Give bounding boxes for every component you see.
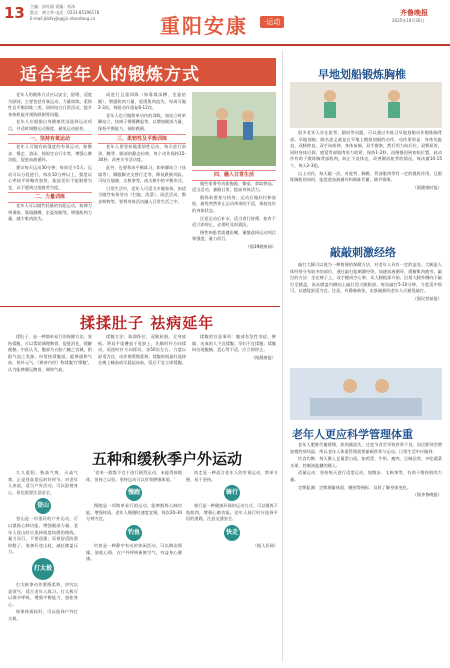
photo-illustration [192, 92, 276, 166]
credit: （据民营前报） [412, 295, 442, 301]
paragraph: 此外，也要养成平衡练习，如单脚站立（扶墙等）、脚跟脚尖交替行走等，降低跌倒风险。可结合瑜伽、太极拳等，或太极中的平衡形式。 [98, 164, 186, 184]
paper-name: 齐鲁晚报 [400, 9, 428, 17]
left-col-1 [8, 92, 92, 302]
credit: （据39健康网） [245, 243, 276, 249]
paragraph: 老年人也可做简单动作的训练，如站立时单脚站立、扶椅子慢慢蹲起等，以增加腿部力量，保持平衡能力，预防跌倒。 [98, 112, 186, 131]
paragraph: 钓鱼是一种静中有动的休闲活动，可以陶冶情操，放松心情。在户外呼吸新鲜空气，有益身心健康。 [86, 542, 182, 562]
paragraph: 适量运动：坚持每天进行适度运动，如散步、太极拳等，有助于维持肌肉力量。 [290, 470, 442, 482]
paragraph: 老年人应根据自身健康状况选择运动项目，并适时调整运动强度，避免运动损伤。 [8, 119, 92, 131]
header [0, 0, 450, 46]
weight-illustration [290, 368, 442, 420]
tapping-title: 敲敲刺激经络 [330, 246, 396, 259]
paragraph: 老年人可以做些轻量的抗阻运动，如弹力带训练、靠墙静蹲、坐姿抬腿等，增强肌肉力量，减少肌肉流失。 [8, 202, 92, 222]
subheading: 一、坚持有氧运动 [8, 134, 92, 145]
tag-hiking: 登山 [35, 498, 51, 514]
section-tag: ·运动 [260, 16, 284, 28]
paragraph: 打太极拳动作缓慢柔和，讲究以意领气，适合老年人练习。打太极可以调节呼吸、增强平衡能力、放松身心。 [8, 581, 78, 607]
paragraph: 日常生活中，老年人可适当多做家务，如适当做些家务劳动（扫地、洗菜）、园艺活动、散步购物等，要将身体活动融入日常生活之中。 [98, 185, 186, 204]
main-title: 适合老年人的锻炼方式 [20, 65, 200, 85]
tag-fishing: 钓鱼 [126, 525, 142, 541]
paragraph: 骑行是一种健康环保的运动方式，可以锻炼下肢肌肉，增强心肺功能。老年人骑行时应选择平坦的道路，注意交通安全。 [186, 503, 278, 522]
rowing-illustration [290, 82, 442, 128]
paragraph: 老年人的锻炼方式应以安全、舒缓、适度为原则，主要包括有氧运动、力量训练、柔韧性及平衡训练三类。同时结合日常活动，提升身体机能并预防跌倒等问题。 [8, 92, 92, 117]
section-title: 重阳安康 [160, 14, 248, 38]
credit: （据健康报） [250, 354, 276, 360]
paragraph: 如果体质较好，可以选择户外打太极。 [8, 609, 78, 621]
paragraph: 饮食均衡：每天摄入足量蛋白质，如鸡蛋、牛奶、瘦肉、豆制品等，多吃蔬菜水果，控制油盐糖的摄入。 [290, 456, 442, 468]
exercise-photo [192, 92, 276, 166]
subheading: 四、融入日常生活 [192, 170, 276, 181]
weight-body [290, 442, 442, 662]
section-banner [160, 2, 310, 42]
paragraph: 敲打大腿可以视为一种简便的保健方法，对老年人具有一定的益处。大腿是人体经络分布较多的部位，通过敲打能刺激经络，加速血液循环，缓解肌肉疲劳。敲打的方法：坐在椅子上，双手握成空心拳，从大腿根部开始，沿着大腿外侧向下敲打至膝盖，再从膝盖内侧向上敲打回大腿根部。每次敲打5-10分钟，力度适中即可，以感觉舒适为宜。注意，有静脉曲张、皮肤破损的老年人应避免敲打。 [290, 262, 442, 294]
paragraph: 慢性病患者需遵医嘱，谨慎选择运动项目和强度，量力而行。 [192, 229, 276, 242]
belly-col-1 [8, 334, 92, 444]
credit: （据齐鲁晚报） [412, 492, 442, 498]
paragraph: 以上动作，每天做一次，对驼背、胸椎、背部肌肉等有一定的锻炼作用，且锻炼胸肌的同时，能促进血液循环和新陈代谢，调节情绪。 [290, 170, 442, 183]
paragraph: 揉肚子，是一种简单易行的保健方法。坚持揉腹，可以帮助调理脾胃、促进消化、缓解便秘。中医认为，腹部为五脏六腑之宫城，阴阳气血之发源。经常按揉腹部，能够通和气血，培补元气。《黄帝内经》称揉腹为'摩腹'，认为能够健运脾胃、调和气血。 [8, 334, 92, 372]
paragraph: 很多老年人存在驼背、圆肩等问题，可以通过多练习早地划船动作锻炼胸背部。早地划船，顾名思义就是在平地上模拟划船的动作。动作要领是：身体先挺直，双腿伸直，双手向前伸，身体前倾，双手握拳，然后用力向后拉，双臂屈肘，同时身体后仰，感觉背部肌肉用力收紧。保持1-2秒，再慢慢回到初始位置。此动作有助于锻炼胸背部肌肉，纠正不良体态，改善圆肩驼背的情况。每次做10-15个，每天2-3组。 [290, 130, 442, 168]
paragraph: 九九重阳，秋高气爽，天高气爽，正是登高望远的好时节。对老年人来说，适当户外活动，可以舒展身心，但也需要注意安全。 [8, 470, 78, 495]
email-line: E-mail:jkbfxyjk@jjn.shandong.cn [30, 16, 96, 21]
rule [0, 306, 280, 307]
editor-line: 主编：孙红丽 责编：何冰 [30, 4, 76, 9]
subheading: 二、力量训练 [8, 192, 92, 203]
weight-photo [290, 368, 442, 420]
tag-taichi: 打太极 [32, 558, 54, 580]
header-rule [0, 44, 450, 46]
paragraph: '老来一般都不宜于进行剧烈运动，未能得体锻炼，但持之以恒、坚持运动可以有效增强体质。' [86, 470, 182, 482]
paragraph: 成进行且重训练（如靠墙深蹲、坐姿抬腿），增强肌肉力量，延缓肌肉流失。每周可做2-3次，每组动作重复8-12次。 [98, 92, 186, 111]
rowing-title: 早地划船锻炼胸椎 [318, 68, 406, 81]
tag-brisk-walk: 快走 [224, 525, 240, 541]
paragraph: 揉腹方法：取仰卧位，双腿屈曲，全身放松。将双手重叠放于肚脐上，先顺时针方向揉动，再逆时针方向揉动，各50次左右。力度以舒适为宜，动作要缓慢柔和。揉腹时间最好选择在晚上睡前或早晨起床前，饭后不宜立即揉腹。 [98, 334, 186, 366]
date-line: 2025年10月30日 [392, 18, 425, 23]
rowing-photo [290, 82, 442, 128]
page-number: 13 [4, 4, 25, 22]
tapping-body [290, 262, 442, 362]
belly-title: 揉揉肚子 祛病延年 [80, 314, 215, 332]
outdoor-col-2 [186, 470, 278, 664]
paragraph: 老年人要坚持做柔韧性运动，每天进行肩颈、腰背、腿部的静态拉伸，每个动作保持15-30秒，改善关节活动度。 [98, 144, 186, 163]
paragraph: 快走是一种适合老年人的有氧运动，简单方便，易于坚持。 [186, 470, 278, 482]
credit: （据人民网） [252, 542, 278, 548]
left-col-3 [192, 170, 276, 302]
outdoor-col-1 [86, 470, 182, 664]
paragraph: 定期监测：定期测量体重、腰围等指标，及时了解身体变化。 [298, 484, 412, 490]
credit: （据健康时报） [412, 184, 442, 190]
tag-cycling: 骑行 [224, 485, 240, 501]
paragraph: 登山是一项很好的户外运动，可以锻炼心肺功能、增强腿部力量。老年人登山时应选择坡度较缓的路线，量力而行，不要逞强；穿着舒适防滑的鞋子，准备好登山杖，减轻膝盖压力。 [8, 516, 78, 555]
paragraph: 锻炼前要充分热身，运动后做好拉伸放松，避免突然停止运动带来的不适，保持良好的身体状态。 [192, 194, 276, 213]
outdoor-title: 五种和缓秋季户外运动 [92, 450, 243, 468]
paragraph: 注意运动后补水，适当进行按摩，如有不适立即停止，必要时及时就医。 [192, 215, 276, 228]
paragraph: 揉腹的注意事项：腹部有急性炎症、肿瘤、出血的人不宜揉腹；孕妇不宜揉腹；揉腹时出现腹痛、恶心等不适，应立即停止。 [192, 334, 276, 353]
left-col-2 [98, 92, 186, 302]
column-divider [282, 50, 283, 662]
paragraph: 做些家务劳动如拖地、擦桌、拿取物品；适当活动，兼顾日常，提高身体活力。 [192, 180, 276, 193]
tag-jogging: 慢跑 [126, 485, 142, 501]
subheading: 三、柔韧性及平衡训练 [98, 134, 186, 145]
designer-line: 版式：黄主华 电话：0531-85196178 [30, 10, 100, 15]
paragraph: 慢跑是一项简单易行的运动，能够锻炼心肺功能，增强体质。老年人慢跑时速度宜慢，每次20-30分钟为宜。 [86, 503, 182, 522]
autumn-col [8, 470, 78, 664]
paragraph: 老年人可做有低强度的有氧运动，如散步、慢走、游泳、骑固定自行车等，增强心肺功能，促进血液循环。 [8, 144, 92, 163]
belly-col-3 [192, 334, 276, 444]
belly-col-2 [98, 334, 186, 444]
paragraph: 建议每天运动30分钟，每周至少5天；运动可以分段进行，每次10分钟以上，强度以心率较平时略有加快、能说话但不能唱歌为宜，以不感到过度疲劳为度。 [8, 164, 92, 190]
paragraph: 老年人肥胖代谢缓慢，肌肉量流失，过度节食会导致营养不良，而过胖则会增加慢性病风险，所以老年人体重管理需要兼顾营养与运动。日常生活中应做到： [290, 442, 442, 454]
weight-title: 老年人更应科学管理体重 [292, 428, 413, 441]
rowing-body [290, 130, 442, 238]
